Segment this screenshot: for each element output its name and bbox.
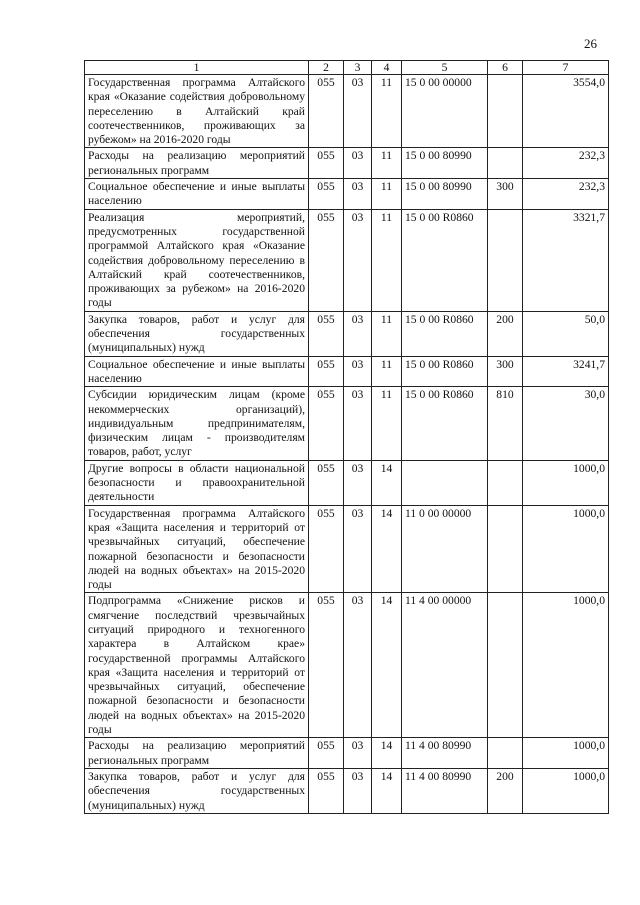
table-row bbox=[85, 179, 609, 210]
table-row bbox=[85, 387, 609, 460]
target-code: 15 0 00 R0860 bbox=[402, 387, 488, 460]
header-cell: 7 bbox=[523, 61, 609, 75]
expense-type-code bbox=[488, 75, 523, 148]
amount: 1000,0 bbox=[523, 593, 609, 738]
ministry-code: 055 bbox=[309, 460, 344, 505]
header-cell: 3 bbox=[344, 61, 372, 75]
amount: 50,0 bbox=[523, 311, 609, 356]
page-number: 26 bbox=[584, 36, 597, 51]
expense-type-code bbox=[488, 505, 523, 593]
item-name: Государственная программа Алтайского края «Защита населения и территорий от чрезвычайных ситуаций, обеспечение пожарной безопасности и безопасности людей на водных объектах» на 2015-2020 годы bbox=[85, 505, 309, 593]
section-code: 03 bbox=[344, 505, 372, 593]
section-code: 03 bbox=[344, 311, 372, 356]
section-code: 03 bbox=[344, 75, 372, 148]
item-name: Другие вопросы в области национальной безопасности и правоохранительной деятельности bbox=[85, 460, 309, 505]
expense-type-code: 200 bbox=[488, 768, 523, 813]
expense-type-code: 300 bbox=[488, 179, 523, 210]
target-code: 15 0 00 R0860 bbox=[402, 311, 488, 356]
header-cell: 2 bbox=[309, 61, 344, 75]
ministry-code: 055 bbox=[309, 311, 344, 356]
expense-type-code bbox=[488, 593, 523, 738]
ministry-code: 055 bbox=[309, 209, 344, 311]
item-name: Социальное обеспечение и иные выплаты населению bbox=[85, 356, 309, 387]
table-row bbox=[85, 209, 609, 311]
section-code: 03 bbox=[344, 738, 372, 769]
expense-type-code bbox=[488, 460, 523, 505]
subsection-code: 14 bbox=[372, 593, 402, 738]
section-code: 03 bbox=[344, 593, 372, 738]
subsection-code: 11 bbox=[372, 148, 402, 179]
expense-type-code bbox=[488, 209, 523, 311]
table-row bbox=[85, 148, 609, 179]
header-cell: 1 bbox=[85, 61, 309, 75]
expense-type-code: 200 bbox=[488, 311, 523, 356]
section-code: 03 bbox=[344, 356, 372, 387]
subsection-code: 11 bbox=[372, 356, 402, 387]
item-name: Государственная программа Алтайского края «Оказание содействия добровольному переселению в Алтайский край соотечественников, проживающих за рубежом» на 2016-2020 годы bbox=[85, 75, 309, 148]
target-code bbox=[402, 460, 488, 505]
section-code: 03 bbox=[344, 387, 372, 460]
table-row bbox=[85, 356, 609, 387]
expense-type-code: 300 bbox=[488, 356, 523, 387]
target-code: 11 0 00 00000 bbox=[402, 505, 488, 593]
target-code: 15 0 00 80990 bbox=[402, 148, 488, 179]
section-code: 03 bbox=[344, 209, 372, 311]
item-name: Закупка товаров, работ и услуг для обеспечения государственных (муниципальных) нужд bbox=[85, 768, 309, 813]
item-name: Подпрограмма «Снижение рисков и смягчение последствий чрезвычайных ситуаций природного и техногенного характера в Алтайском крае» государственной программы Алтайского края «Защита населения и территорий от чрезвычайных ситуаций, обеспечение пожарной безопасности и безопасности людей на водных объектах» на 2015-2020 годы bbox=[85, 593, 309, 738]
subsection-code: 11 bbox=[372, 75, 402, 148]
ministry-code: 055 bbox=[309, 356, 344, 387]
table-row bbox=[85, 768, 609, 813]
header-cell: 6 bbox=[488, 61, 523, 75]
item-name: Реализация мероприятий, предусмотренных государственной программой Алтайского края «Оказание содействия добровольному переселению в Алтайский край соотечественников, проживающих за рубежом» на 2016-2020 годы bbox=[85, 209, 309, 311]
ministry-code: 055 bbox=[309, 768, 344, 813]
section-code: 03 bbox=[344, 460, 372, 505]
ministry-code: 055 bbox=[309, 179, 344, 210]
amount: 232,3 bbox=[523, 148, 609, 179]
subsection-code: 14 bbox=[372, 738, 402, 769]
table-row bbox=[85, 311, 609, 356]
header-cell: 4 bbox=[372, 61, 402, 75]
expense-type-code bbox=[488, 738, 523, 769]
target-code: 11 4 00 00000 bbox=[402, 593, 488, 738]
target-code: 15 0 00 R0860 bbox=[402, 356, 488, 387]
amount: 3321,7 bbox=[523, 209, 609, 311]
expense-type-code bbox=[488, 148, 523, 179]
amount: 1000,0 bbox=[523, 460, 609, 505]
subsection-code: 14 bbox=[372, 505, 402, 593]
target-code: 11 4 00 80990 bbox=[402, 768, 488, 813]
amount: 3554,0 bbox=[523, 75, 609, 148]
ministry-code: 055 bbox=[309, 148, 344, 179]
target-code: 15 0 00 80990 bbox=[402, 179, 488, 210]
ministry-code: 055 bbox=[309, 738, 344, 769]
table-row bbox=[85, 75, 609, 148]
table-row bbox=[85, 505, 609, 593]
budget-table bbox=[84, 60, 609, 814]
item-name: Расходы на реализацию мероприятий региональных программ bbox=[85, 738, 309, 769]
ministry-code: 055 bbox=[309, 387, 344, 460]
header-cell: 5 bbox=[402, 61, 488, 75]
item-name: Расходы на реализацию мероприятий региональных программ bbox=[85, 148, 309, 179]
amount: 30,0 bbox=[523, 387, 609, 460]
section-code: 03 bbox=[344, 148, 372, 179]
table-row bbox=[85, 460, 609, 505]
subsection-code: 11 bbox=[372, 209, 402, 311]
expense-type-code: 810 bbox=[488, 387, 523, 460]
section-code: 03 bbox=[344, 179, 372, 210]
subsection-code: 11 bbox=[372, 179, 402, 210]
table-row bbox=[85, 738, 609, 769]
amount: 1000,0 bbox=[523, 738, 609, 769]
target-code: 15 0 00 00000 bbox=[402, 75, 488, 148]
table-row bbox=[85, 593, 609, 738]
subsection-code: 14 bbox=[372, 768, 402, 813]
header-row bbox=[85, 61, 609, 75]
item-name: Социальное обеспечение и иные выплаты населению bbox=[85, 179, 309, 210]
subsection-code: 14 bbox=[372, 460, 402, 505]
item-name: Закупка товаров, работ и услуг для обеспечения государственных (муниципальных) нужд bbox=[85, 311, 309, 356]
subsection-code: 11 bbox=[372, 311, 402, 356]
ministry-code: 055 bbox=[309, 505, 344, 593]
subsection-code: 11 bbox=[372, 387, 402, 460]
target-code: 11 4 00 80990 bbox=[402, 738, 488, 769]
amount: 1000,0 bbox=[523, 505, 609, 593]
amount: 3241,7 bbox=[523, 356, 609, 387]
ministry-code: 055 bbox=[309, 593, 344, 738]
ministry-code: 055 bbox=[309, 75, 344, 148]
item-name: Субсидии юридическим лицам (кроме некоммерческих организаций), индивидуальным предпринимателям, физическим лицам - производителям товаров, работ, услуг bbox=[85, 387, 309, 460]
target-code: 15 0 00 R0860 bbox=[402, 209, 488, 311]
amount: 232,3 bbox=[523, 179, 609, 210]
section-code: 03 bbox=[344, 768, 372, 813]
amount: 1000,0 bbox=[523, 768, 609, 813]
